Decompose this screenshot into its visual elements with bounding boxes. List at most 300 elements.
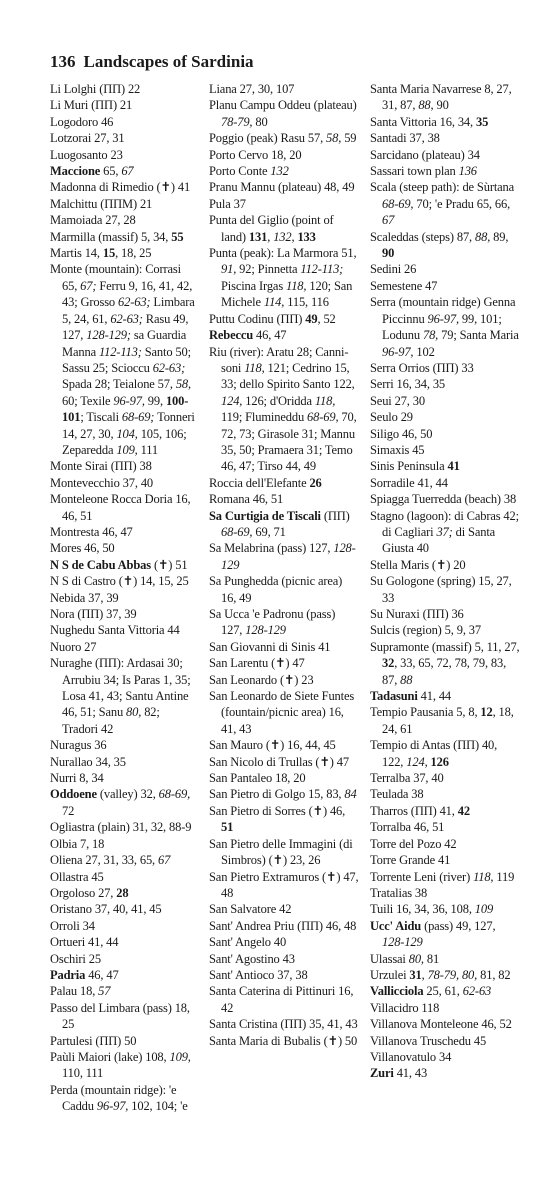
entry-text: 99,	[144, 393, 166, 408]
entry-text: Tratalias 38	[370, 885, 428, 900]
entry-text: 37;	[436, 524, 453, 539]
index-entry	[370, 376, 520, 392]
index-entry	[50, 951, 198, 967]
entry-text: 128-129	[382, 935, 423, 950]
entry-text: Siligo 46, 50	[370, 426, 433, 441]
entry-text: 99, 101; Lodunu	[382, 311, 502, 343]
index-entry	[50, 557, 198, 573]
index-entry	[370, 737, 520, 770]
entry-text: San Nicolo di Trullas (	[209, 754, 320, 769]
entry-text: Sedini 26	[370, 262, 417, 277]
index-entry	[370, 983, 520, 999]
index-entry	[370, 819, 520, 835]
index-entry	[209, 475, 359, 491]
entry-text: Nurallao 34, 35	[50, 754, 126, 769]
index-entry	[50, 754, 198, 770]
entry-text: 88,	[418, 98, 434, 113]
entry-text: Riu (river): Aratu 28; Cannisoni	[209, 344, 349, 375]
entry-text: Limbara 5, 24, 61,	[62, 295, 195, 326]
index-entry	[50, 458, 198, 474]
entry-text: Sassari town plan	[370, 164, 459, 179]
entry-text: 42	[457, 803, 470, 818]
index-entry	[370, 803, 520, 819]
entry-text: 128-129	[245, 623, 286, 638]
entry-text: Montresta 46, 47	[50, 524, 133, 539]
index-entry	[209, 196, 359, 212]
entry-text: , 33, 65, 72, 78, 79, 83, 87,	[382, 656, 507, 687]
map-symbol-icon: ✝	[326, 869, 337, 884]
index-entry	[209, 967, 359, 983]
index-entry	[209, 245, 359, 311]
entry-text: 89,	[490, 229, 509, 244]
map-symbol-icon: ΠΠ	[414, 803, 433, 818]
entry-text: San Salvatore 42	[209, 902, 292, 917]
entry-text: Sinis Peninsula	[370, 459, 448, 474]
entry-text: 25, 61,	[423, 984, 463, 999]
index-entry	[50, 81, 198, 97]
map-symbol-icon: ΠΠ	[81, 607, 100, 621]
index-entry	[50, 737, 198, 753]
entry-text: San Leonardo de Siete Funtes (fountain/picnic area) 16, 41, 43	[209, 689, 355, 736]
entry-text: ) 22	[120, 82, 141, 96]
entry-text: 72	[62, 803, 75, 818]
entry-text: ; Tiscali	[80, 410, 122, 425]
entry-text: San Leonardo (	[209, 672, 284, 687]
entry-text: 124,	[221, 393, 243, 408]
entry-text: Santa Maria di Bubalis (	[209, 1033, 328, 1048]
entry-text: 32	[382, 656, 395, 671]
index-entry	[209, 803, 359, 836]
index-entry	[209, 327, 359, 343]
index-entry	[370, 179, 520, 228]
entry-text: 67	[382, 213, 395, 228]
entry-text: Sulcis (region) 5, 9, 37	[370, 623, 481, 638]
map-symbol-icon: ✝	[272, 853, 283, 868]
entry-text: Padria	[50, 967, 86, 982]
index-entry	[50, 491, 198, 524]
entry-text: Tempio Pausania 5, 8,	[370, 705, 481, 720]
entry-text: Santa Maria Navarrese 8, 27, 31, 87,	[370, 82, 512, 113]
entry-text: (	[320, 508, 328, 523]
map-symbol-icon: ΠΠ	[114, 459, 133, 474]
entry-text: Santa Cristina (	[209, 1017, 285, 1032]
index-entry	[50, 573, 198, 589]
index-entry	[209, 179, 359, 195]
entry-text: 110, 111	[62, 1066, 104, 1081]
entry-text: 62-63;	[152, 360, 186, 375]
entry-text: Sarcidano (plateau) 34	[370, 147, 480, 162]
index-entry	[370, 869, 520, 885]
index-entry	[50, 967, 198, 983]
entry-text: (pass) 49, 127,	[421, 918, 496, 933]
entry-text: Pula 37	[209, 196, 246, 211]
entry-text: , 18, 25	[115, 246, 152, 261]
entry-text: San Larentu (	[209, 656, 276, 671]
entry-text: Liana 27, 30, 107	[209, 82, 295, 96]
page-number: 136	[50, 52, 76, 71]
map-symbol-icon: ΠΠM	[104, 196, 133, 211]
entry-text: ) 36	[444, 607, 464, 621]
entry-text: Luogosanto 23	[50, 147, 123, 162]
index-entry	[370, 1065, 520, 1081]
entry-text: Nuoro 27	[50, 639, 97, 654]
map-symbol-icon: ΠΠ	[284, 1017, 303, 1032]
index-entry	[370, 163, 520, 179]
entry-text: ) 47	[285, 656, 305, 671]
map-symbol-icon: ΠΠ	[426, 607, 445, 621]
index-entry	[50, 655, 198, 737]
entry-text: N S di Castro (	[50, 574, 123, 589]
entry-text: Romana 46, 51	[209, 492, 284, 507]
entry-text: Tonneri 14, 27, 30,	[62, 410, 195, 441]
index-entry	[209, 97, 359, 130]
entry-text: 68-69,	[382, 196, 414, 211]
entry-text: 57	[98, 984, 111, 999]
index-entry	[209, 540, 359, 573]
entry-text: Serra (mountain ridge) Genna Piccinnu	[370, 295, 516, 326]
entry-text: San Giovanni di Sinis 41	[209, 639, 331, 654]
index-entry	[370, 1049, 520, 1065]
index-entry	[209, 212, 359, 245]
entry-text: Urzulei	[370, 967, 410, 982]
entry-text: Porto Conte	[209, 164, 271, 179]
index-entry	[370, 1033, 520, 1049]
index-entry	[370, 622, 520, 638]
entry-text: 119	[493, 869, 515, 884]
entry-text: ) 50	[117, 1033, 137, 1048]
index-entry	[50, 163, 198, 179]
index-entry	[370, 81, 520, 114]
entry-text: 80,	[461, 967, 478, 982]
index-entry	[370, 491, 520, 507]
index-entry	[50, 590, 198, 606]
entry-text: Malchittu (	[50, 196, 105, 211]
entry-text: Spada 28; Teialone 57,	[62, 377, 176, 392]
index-entry	[50, 918, 198, 934]
entry-text: 92; Pinnetta	[236, 262, 301, 277]
entry-text: 59	[341, 131, 357, 146]
entry-text: 126	[430, 754, 449, 769]
entry-text: 136	[458, 164, 477, 179]
entry-text: ) 40, 122,	[382, 738, 498, 769]
index-entry	[209, 869, 359, 902]
entry-text: Lotzorai 27, 31	[50, 131, 125, 146]
entry-text: Seulo 29	[370, 410, 413, 425]
entry-text: 105, 106; Zeparedda	[62, 426, 187, 457]
page-header	[50, 52, 254, 72]
entry-text: Simaxis 45	[370, 442, 425, 457]
entry-text: Ferru 9, 16, 41, 42, 43; Grosso	[62, 278, 193, 310]
index-entry	[50, 770, 198, 786]
entry-text: (	[150, 557, 158, 572]
entry-text: Passo del Limbara (pass) 18, 25	[50, 1000, 190, 1032]
index-entry	[50, 1033, 198, 1049]
entry-text: 78-79,	[427, 967, 459, 982]
entry-text: Su Nuraxi (	[370, 607, 427, 621]
index-entry	[50, 1082, 198, 1115]
index-entry	[370, 836, 520, 852]
index-entry	[370, 901, 520, 917]
entry-text: 88,	[475, 229, 491, 244]
entry-text: 126; d'Oridda	[242, 393, 315, 408]
entry-text: 88	[400, 672, 413, 687]
entry-text: 112-113;	[300, 262, 344, 277]
index-entry	[370, 442, 520, 458]
index-entry	[370, 770, 520, 786]
index-entry	[370, 261, 520, 277]
index-entry	[209, 983, 359, 1016]
entry-text: 70; 'e Pradu 65, 66,	[413, 196, 511, 211]
entry-text: ) 33	[454, 360, 474, 375]
entry-text: ,	[267, 229, 274, 244]
entry-text: sa Guardia Manna	[62, 328, 187, 359]
entry-text: Palau 18,	[50, 984, 99, 999]
entry-text: ) 23, 26	[282, 853, 321, 868]
entry-text: 96-97,	[382, 344, 414, 359]
entry-text: Mores 46, 50	[50, 541, 115, 556]
entry-text: 51	[221, 820, 234, 835]
index-entry	[209, 130, 359, 146]
entry-text: 100-101	[62, 393, 189, 425]
index-entry	[50, 901, 198, 917]
entry-text: Terralba 37, 40	[370, 771, 444, 786]
index-entry	[50, 114, 198, 130]
entry-text: Madonna di Rimedio (	[50, 180, 161, 195]
entry-text: , 18, 24, 61	[382, 705, 514, 736]
entry-text: 80,	[408, 951, 424, 966]
map-symbol-icon: ✝	[319, 754, 330, 769]
entry-text: 35	[475, 114, 489, 129]
index-column-2	[209, 81, 359, 1049]
map-symbol-icon: ΠΠ	[301, 918, 319, 933]
entry-text: Nughedu Santa Vittoria 44	[50, 623, 180, 638]
index-entry	[370, 573, 520, 606]
map-symbol-icon: ΠΠ	[280, 311, 299, 326]
index-entry	[370, 426, 520, 442]
entry-text: 68-69,	[221, 524, 253, 539]
entry-text: Su Gologone (spring) 15, 27, 33	[370, 574, 512, 605]
entry-text: ): Ardasai 30; Arrubiu 34; Is Paras 1, 35; Losa 41, 43; Santu Antine 46, 51; Sanu	[62, 656, 191, 720]
entry-text: Oliena 27, 31, 33, 65,	[50, 853, 158, 868]
entry-text: 41, 43	[393, 1066, 428, 1081]
index-entry	[209, 1016, 359, 1032]
index-entry	[370, 1000, 520, 1016]
index-entry	[209, 163, 359, 179]
index-entry	[209, 147, 359, 163]
index-entry	[209, 688, 359, 737]
entry-text: 80	[252, 114, 268, 129]
entry-text: Villanovatulo 34	[370, 1049, 452, 1064]
entry-text: 118,	[314, 393, 336, 408]
map-symbol-icon: ✝	[122, 574, 134, 589]
entry-text: Spiagga Tuerredda (beach) 38	[370, 492, 517, 507]
entry-text: ) 41,	[432, 803, 458, 818]
entry-text: 62-63	[462, 984, 492, 999]
entry-text: Ortueri 41, 44	[50, 935, 119, 950]
index-column-3	[370, 81, 520, 1082]
entry-text: Oddoene	[50, 787, 97, 802]
entry-text: 96-97,	[96, 1099, 129, 1114]
entry-text: 78,	[422, 328, 439, 343]
index-entry	[50, 524, 198, 540]
index-entry	[370, 688, 520, 704]
index-entry	[209, 672, 359, 688]
entry-text: 67;	[80, 278, 97, 293]
index-entry	[209, 639, 359, 655]
entry-text: Teulada 38	[370, 787, 424, 802]
index-entry	[50, 869, 198, 885]
index-entry	[50, 606, 198, 622]
entry-text: 133	[297, 229, 316, 244]
index-entry	[50, 179, 198, 195]
index-entry	[50, 639, 198, 655]
entry-text: 81, 82	[477, 967, 511, 982]
entry-text: Montevecchio 37, 40	[50, 475, 154, 490]
entry-text: 131	[248, 229, 268, 244]
entry-text: 58,	[326, 131, 342, 146]
map-symbol-icon: ΠΠ	[95, 98, 113, 113]
entry-text: Sant' Agostino 43	[209, 951, 295, 966]
entry-text: di Santa Giusta 40	[382, 524, 496, 556]
index-entry	[209, 836, 359, 869]
map-symbol-icon: ✝	[269, 738, 281, 753]
entry-text: 82; Tradori 42	[62, 705, 160, 736]
index-entry	[50, 786, 198, 819]
entry-text: 128-129;	[86, 328, 131, 343]
entry-text: 68-69,	[158, 787, 191, 802]
entry-text: 46, 47	[253, 328, 287, 343]
entry-text: Villanova Monteleone 46, 52	[370, 1017, 512, 1032]
index-entry	[50, 1049, 198, 1082]
entry-text: Torre Grande 41	[370, 853, 451, 868]
entry-text: Ucc' Aidu	[370, 918, 422, 933]
entry-text: Serra Orrios (	[370, 360, 437, 375]
index-entry	[50, 885, 198, 901]
entry-text: )	[345, 508, 350, 523]
index-entry	[370, 885, 520, 901]
entry-text: 121; Cedrino 15, 33; dello Spirito Santo 122,	[221, 360, 355, 392]
entry-text: 84	[344, 787, 357, 802]
entry-text: )	[298, 311, 306, 326]
entry-text: 118,	[473, 869, 494, 884]
map-symbol-icon: ✝	[160, 180, 171, 195]
entry-text: 109	[474, 902, 494, 917]
entry-text: Logodoro 46	[50, 114, 114, 129]
entry-text: Semestene 47	[370, 278, 438, 293]
entry-text: ) 20	[446, 557, 466, 572]
entry-text: Sant' Andrea Priu (	[209, 918, 302, 933]
index-entry	[50, 819, 198, 835]
entry-text: 120; San Michele	[221, 278, 353, 310]
entry-text: Seui 27, 30	[370, 393, 425, 408]
entry-text: Pranu Mannu (plateau) 48, 49	[209, 180, 355, 195]
index-entry	[50, 622, 198, 638]
entry-text: ) 37, 39	[99, 607, 137, 621]
entry-text: ) 46, 48	[318, 918, 357, 933]
entry-text: Sant' Angelo 40	[209, 935, 287, 950]
index-entry	[50, 1000, 198, 1033]
entry-text: San Pietro di Sorres (	[209, 803, 313, 818]
index-entry	[370, 278, 520, 294]
entry-text: 78-79,	[221, 114, 253, 129]
entry-text: ) 50	[337, 1033, 358, 1048]
index-entry	[370, 229, 520, 262]
entry-text: Oristano 37, 40, 41, 45	[50, 902, 162, 917]
entry-text: 90	[433, 98, 449, 113]
entry-text: 118,	[286, 278, 307, 293]
entry-text: Ulassai	[370, 951, 409, 966]
entry-text: 68-69,	[307, 410, 339, 425]
entry-text: ) 23	[294, 672, 314, 687]
entry-text: 70, 72, 73; Girasole 31; Mannu 35, 50; Pramaera 31; Temo 46, 47; Tirso 44, 49	[221, 410, 357, 474]
entry-text: ) 16, 44, 45	[280, 738, 336, 753]
entry-text: 67	[121, 164, 134, 179]
entry-text: 132	[270, 164, 289, 179]
entry-text: Torralba 46, 51	[370, 820, 445, 835]
entry-text: Martis 14,	[50, 246, 103, 261]
entry-text: Villanova Truschedu 45	[370, 1033, 487, 1048]
index-entry	[50, 245, 198, 261]
entry-text: Santa Caterina di Pittinuri 16, 42	[209, 984, 354, 1015]
entry-text: 26	[309, 475, 322, 490]
entry-text: Sa Curtigia de Tiscali	[209, 508, 321, 523]
index-entry	[209, 606, 359, 639]
entry-text: 80,	[126, 705, 142, 720]
index-entry	[370, 130, 520, 146]
entry-text: Perda (mountain ridge): 'e Caddu	[50, 1082, 177, 1114]
entry-text: Ollastra 45	[50, 869, 104, 884]
entry-text: Serri 16, 34, 35	[370, 377, 446, 392]
entry-text: 102	[413, 344, 435, 359]
map-symbol-icon: ΠΠ	[457, 738, 475, 753]
entry-text: Scaleddas (steps) 87,	[370, 229, 476, 244]
index-entry	[209, 508, 359, 541]
entry-text: 58,	[175, 377, 192, 392]
index-entry	[209, 655, 359, 671]
entry-text: Monteleone Rocca Doria 16, 46, 51	[50, 492, 191, 523]
index-entry	[209, 918, 359, 934]
entry-text: 79; Santa Maria	[438, 328, 519, 343]
entry-text: Vallicciola	[370, 984, 424, 999]
entry-text: Ogliastra (plain) 31, 32, 88-9	[50, 820, 192, 835]
entry-text: ) 21	[132, 196, 153, 211]
entry-text: 31	[409, 967, 422, 982]
entry-text: Tempio di Antas (	[370, 738, 458, 753]
index-entry	[370, 508, 520, 557]
index-entry	[370, 704, 520, 737]
entry-text: 68-69;	[121, 410, 155, 425]
entry-text: Stella Maris (	[370, 557, 436, 572]
map-symbol-icon: ΠΠ	[99, 1033, 118, 1048]
entry-text: Santadi 37, 38	[370, 131, 440, 146]
index-entry	[50, 836, 198, 852]
entry-text: San Pietro Extramuros (	[209, 869, 327, 884]
entry-text: ) 51	[168, 557, 188, 572]
index-entry	[50, 852, 198, 868]
entry-text: ) 47, 48	[221, 869, 359, 900]
entry-text: 41	[447, 459, 460, 474]
entry-text: Zuri	[370, 1066, 394, 1081]
entry-text: Nurri 8, 34	[50, 771, 104, 786]
index-entry	[50, 196, 198, 212]
index-entry	[209, 344, 359, 475]
entry-text: Rebeccu	[209, 328, 254, 343]
index-entry	[370, 294, 520, 360]
entry-text: ) 35, 41, 43	[302, 1017, 358, 1032]
index-entry	[209, 81, 359, 97]
entry-text: Supramonte (massif) 5, 11, 27,	[370, 639, 520, 654]
entry-text: 132,	[273, 229, 295, 244]
